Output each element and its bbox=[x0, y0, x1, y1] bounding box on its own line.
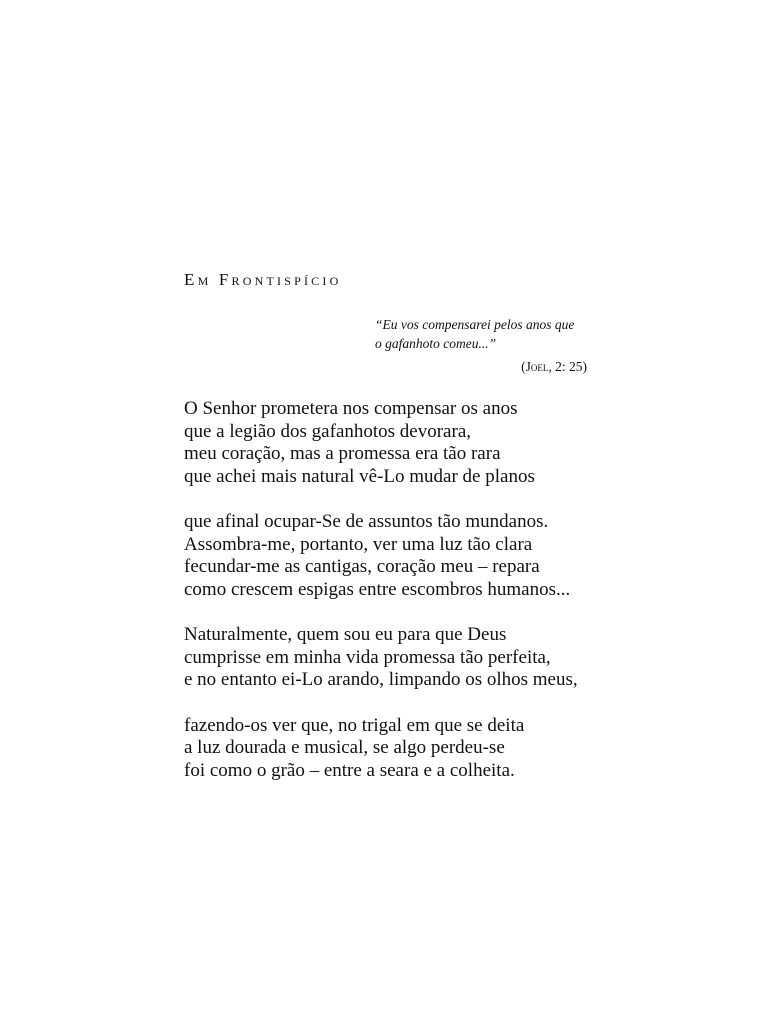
epigraph-line: o gafanhoto comeu...” bbox=[375, 336, 497, 351]
verse-line: cumprisse em minha vida promessa tão perfeita, bbox=[184, 646, 551, 668]
epigraph-line: “Eu vos compensarei pelos anos que bbox=[375, 317, 575, 332]
verse-line: que afinal ocupar-Se de assuntos tão mundanos. bbox=[184, 511, 549, 532]
verse-line: Assombra-me, portanto, ver uma luz tão clara bbox=[184, 533, 533, 555]
poem-body bbox=[184, 398, 578, 805]
verse-line: fecundar-me as cantigas, coração meu – repara bbox=[184, 556, 540, 577]
verse-line: a luz dourada e musical, se algo perdeu-se bbox=[184, 737, 505, 758]
epigraph-source-open: ( bbox=[521, 359, 526, 374]
epigraph-source-name: Joel bbox=[525, 359, 549, 374]
verse-line: Naturalmente, quem sou eu para que Deus bbox=[184, 624, 507, 645]
verse-line: meu coração, mas a promessa era tão rara bbox=[184, 443, 501, 464]
verse-line: foi como o grão – entre a seara e a colheita. bbox=[184, 759, 515, 781]
verse-line: que achei mais natural vê-Lo mudar de planos bbox=[184, 465, 535, 487]
epigraph-source bbox=[375, 357, 587, 376]
verse-line: que a legião dos gafanhotos devorara, bbox=[184, 420, 472, 442]
stanza-4 bbox=[184, 715, 578, 783]
verse-line: O Senhor prometera nos compensar os anos bbox=[184, 398, 518, 419]
epigraph bbox=[375, 315, 587, 376]
verse-line: fazendo-os ver que, no trigal em que se deita bbox=[184, 714, 525, 736]
stanza-3 bbox=[184, 624, 578, 692]
poem-title: Em Frontispício bbox=[184, 270, 342, 289]
stanza-2 bbox=[184, 511, 578, 601]
epigraph-source-ref: , 2: 25) bbox=[548, 359, 587, 374]
verse-line: como crescem espigas entre escombros humanos... bbox=[184, 578, 571, 600]
verse-line: e no entanto ei-Lo arando, limpando os olhos meus, bbox=[184, 669, 578, 690]
stanza-1 bbox=[184, 398, 578, 488]
